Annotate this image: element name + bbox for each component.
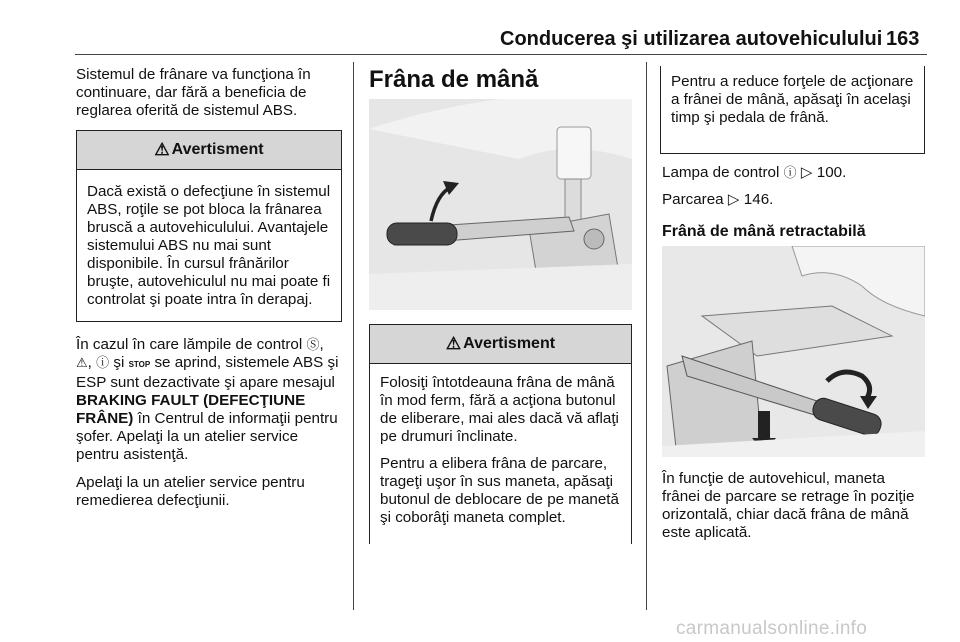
- braking-fault-message: BRAKING FAULT (DEFECŢIUNE FRÂNE): [76, 392, 306, 427]
- note-body: [661, 66, 924, 127]
- column-left: [76, 66, 342, 520]
- retractable-handbrake-text: În funcţie de autovehicul, maneta frânei de parcare se retrage în poziţie orizontală, chiar dacă frâna de mână este aplicată.: [662, 470, 915, 541]
- warning-body: [370, 364, 631, 544]
- parking-reference: Parcarea ▷ 146.: [662, 191, 774, 208]
- brake-force-note-box: [660, 66, 925, 154]
- handbrake-warning-box: [369, 324, 632, 544]
- warning-triangle-icon: ⚠: [445, 334, 462, 353]
- abs-warning-text: Dacă există o defecţiune în sistemul ABS, roţile se pot bloca la frânarea bruscă a autovehiculului. Avantajele sistemului ABS nu mai sunt disponibile. În cursul frânărilor bruşte, autovehiculul nu mai poate fi controlat şi poate intra în derapaj.: [87, 183, 331, 308]
- warning-title: Avertisment: [463, 335, 556, 352]
- lamp-reference: Lampa de control ⓘ ▷ 100.: [662, 164, 847, 181]
- column-divider-2: [646, 62, 647, 610]
- retractable-handbrake-illustration: [662, 246, 925, 457]
- handbrake-illustration: [369, 99, 632, 310]
- warning-body: [77, 170, 341, 321]
- warning-triangle-icon: ⚠: [154, 140, 170, 159]
- watermark: carmanualsonline.info: [676, 618, 868, 639]
- warning-header: [77, 131, 341, 170]
- brake-warning-icon: ⓘ: [783, 165, 797, 180]
- brake-warning-icon: ⓘ: [96, 355, 110, 370]
- header-rule: [75, 54, 927, 55]
- handbrake-warning-text-1: Folosiţi întotdeauna frâna de mână în mod ferm, fără a acţiona butonul de eliberare, mai ales dacă vă aflaţi pe drumuri înclinate.: [380, 374, 619, 445]
- control-lamps-paragraph: În cazul în care lămpile de control Ⓢ, ⚠, ⓘ şi STOP se aprind, sistemele ABS şi ESP sunt dezactivate şi apare mesajul BRAKING FAULT (DEFECŢIUNE FRÂNE) în Centrul de informaţii pentru şofer. Apelaţi la un atelier service pentru asistenţă.: [76, 336, 339, 463]
- retractable-handbrake-heading: Frână de mână retractabilă: [662, 223, 866, 240]
- reference-arrow-icon: ▷: [727, 191, 740, 208]
- abs-intro-paragraph: Sistemul de frânare va funcţiona în continuare, dar fără a beneficia de reglarea oferită de sistemul ABS.: [76, 66, 311, 119]
- warning-header: [370, 325, 631, 364]
- brake-force-note-text: Pentru a reduce forţele de acţionare a frânei de mână, apăsaţi în acelaşi timp şi pedala de frână.: [671, 73, 914, 126]
- handbrake-warning-text-2: Pentru a elibera frâna de parcare, trageţi uşor în sus maneta, apăsaţi butonul de deblocare de pe manetă şi coborâţi maneta complet.: [380, 455, 619, 526]
- page-header-title: Conducerea şi utilizarea autovehiculului: [500, 28, 883, 50]
- stop-symbol: STOP: [128, 360, 151, 369]
- page-number: 163: [886, 28, 920, 50]
- warning-title: Avertisment: [171, 141, 264, 158]
- column-divider-1: [353, 62, 354, 610]
- retractable-text-block: [662, 470, 926, 552]
- reference-arrow-icon: ▷: [800, 164, 813, 181]
- column-middle: [369, 66, 633, 94]
- column-right: [662, 164, 926, 241]
- handbrake-heading: Frâna de mână: [369, 66, 539, 93]
- retractable-handbrake-drawing: [662, 246, 925, 457]
- service-paragraph: Apelaţi la un atelier service pentru remedierea defecţiunii.: [76, 474, 305, 509]
- abs-warning-icon: Ⓢ: [306, 337, 320, 352]
- handbrake-drawing: [369, 99, 632, 310]
- abs-warning-box: [76, 130, 342, 322]
- esp-warning-icon: ⚠: [76, 355, 88, 370]
